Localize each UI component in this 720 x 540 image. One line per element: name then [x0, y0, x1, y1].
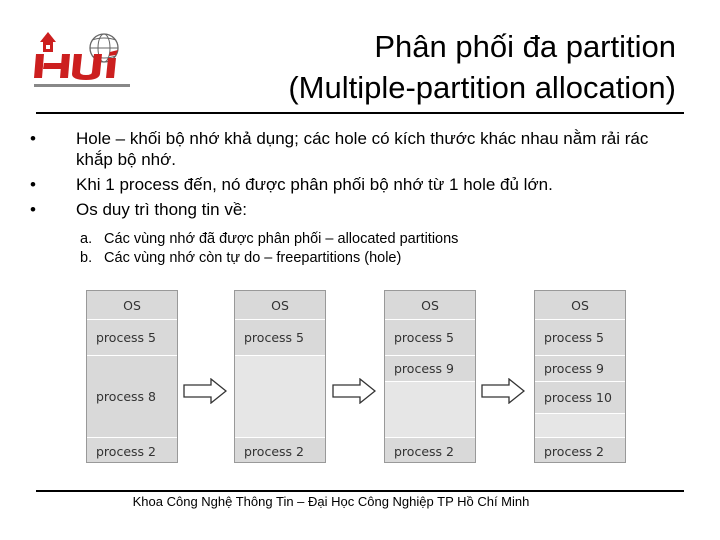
process-segment: process 2 — [535, 437, 625, 464]
process-segment: process 5 — [87, 319, 177, 355]
title-line-1: Phân phối đa partition — [374, 29, 676, 64]
transition-arrow-icon — [183, 378, 227, 404]
bullet-marker: • — [30, 129, 36, 148]
memory-snapshot — [384, 290, 476, 463]
transition-arrow-icon — [332, 378, 376, 404]
sub-text: Các vùng nhớ còn tự do – freepartitions (hole) — [104, 250, 402, 266]
sub-item — [80, 249, 458, 268]
bullet-item — [30, 174, 670, 195]
title-line-2: (Multiple-partition allocation) — [288, 70, 676, 105]
memory-allocation-diagram — [0, 290, 720, 466]
os-segment: OS — [271, 297, 289, 313]
bullet-text: Khi 1 process đến, nó được phân phối bộ nhớ từ 1 hole đủ lớn. — [76, 175, 553, 194]
sub-marker: a. — [80, 231, 93, 247]
university-logo — [30, 28, 140, 96]
bullet-text: Os duy trì thong tin về: — [76, 200, 248, 219]
process-segment: process 5 — [235, 319, 325, 355]
memory-hole — [235, 355, 325, 437]
process-segment: process 2 — [235, 437, 325, 464]
header-divider — [36, 112, 684, 114]
footer-divider — [36, 490, 684, 492]
bullet-item — [30, 128, 670, 170]
process-segment: process 2 — [385, 437, 475, 464]
footer-text: Khoa Công Nghệ Thông Tin – Đại Học Công Nghiệp TP Hồ Chí Minh — [132, 494, 530, 509]
memory-hole — [385, 381, 475, 437]
bullet-marker: • — [30, 200, 36, 219]
bullet-item — [30, 199, 670, 220]
process-segment: process 9 — [385, 355, 475, 381]
sub-marker: b. — [80, 250, 93, 266]
bullet-marker: • — [30, 175, 36, 194]
os-segment: OS — [571, 297, 589, 313]
sub-text: Các vùng nhớ đã được phân phối – allocated partitions — [104, 231, 459, 247]
os-segment: OS — [421, 297, 439, 313]
process-segment: process 10 — [535, 381, 625, 413]
transition-arrow-icon — [481, 378, 525, 404]
memory-snapshot — [86, 290, 178, 463]
bullet-list — [30, 128, 670, 224]
slide-title — [156, 26, 676, 108]
bullet-text: Hole – khối bộ nhớ khả dụng; các hole có kích thước khác nhau nằm rải rác khắp bộ nhớ. — [76, 129, 649, 169]
memory-hole — [535, 413, 625, 437]
sub-item — [80, 230, 458, 249]
memory-snapshot — [534, 290, 626, 463]
process-segment: process 5 — [535, 319, 625, 355]
sub-list — [80, 230, 458, 268]
os-segment: OS — [123, 297, 141, 313]
process-segment: process 2 — [87, 437, 177, 464]
process-segment: process 8 — [87, 355, 177, 437]
process-segment: process 5 — [385, 319, 475, 355]
memory-snapshot — [234, 290, 326, 463]
process-segment: process 9 — [535, 355, 625, 381]
